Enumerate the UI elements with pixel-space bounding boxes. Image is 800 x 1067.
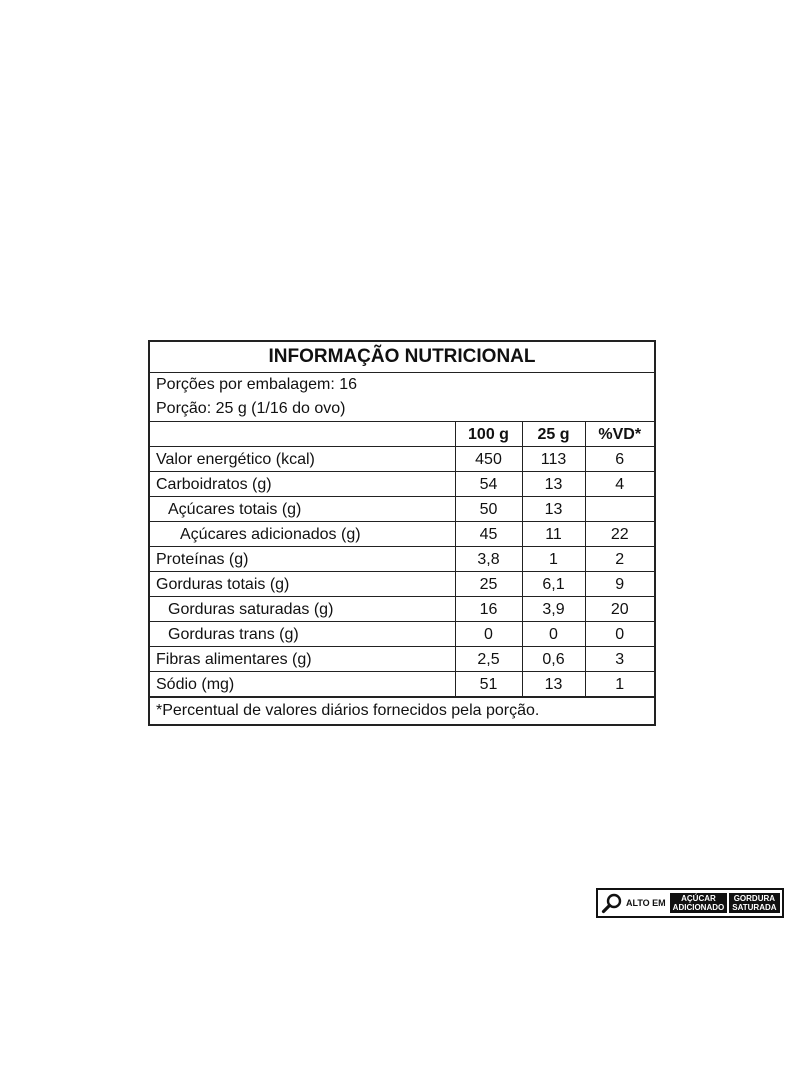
value-100g: 54 xyxy=(455,472,522,497)
table-row xyxy=(150,547,654,572)
warning-item-line2: ADICIONADO xyxy=(672,903,725,912)
value-vd: 4 xyxy=(585,472,654,497)
table-row xyxy=(150,447,654,472)
warning-item-added-sugar xyxy=(670,893,728,913)
value-serving: 0,6 xyxy=(522,647,585,672)
value-serving: 1 xyxy=(522,547,585,572)
magnifier-icon xyxy=(600,891,624,915)
footnote: *Percentual de valores diários fornecidos pela porção. xyxy=(150,697,654,724)
serving-size: Porção: 25 g (1/16 do ovo) xyxy=(156,400,346,417)
value-100g: 3,8 xyxy=(455,547,522,572)
table-row xyxy=(150,572,654,597)
warning-item-saturated-fat xyxy=(729,893,779,913)
nutrient-name: Valor energético (kcal) xyxy=(150,447,455,472)
value-100g: 0 xyxy=(455,622,522,647)
value-vd: 0 xyxy=(585,622,654,647)
value-100g: 2,5 xyxy=(455,647,522,672)
value-vd: 9 xyxy=(585,572,654,597)
table-row xyxy=(150,622,654,647)
nutrient-name: Açúcares totais (g) xyxy=(150,497,455,522)
warning-prefix: ALTO EM xyxy=(626,898,666,908)
value-100g: 50 xyxy=(455,497,522,522)
warning-item-line1: GORDURA xyxy=(733,894,776,903)
value-serving: 13 xyxy=(522,497,585,522)
table-row xyxy=(150,472,654,497)
value-serving: 13 xyxy=(522,672,585,697)
value-100g: 450 xyxy=(455,447,522,472)
value-vd: 6 xyxy=(585,447,654,472)
value-100g: 25 xyxy=(455,572,522,597)
value-100g: 45 xyxy=(455,522,522,547)
value-serving: 3,9 xyxy=(522,597,585,622)
nutrient-name: Gorduras totais (g) xyxy=(150,572,455,597)
nutrient-name: Fibras alimentares (g) xyxy=(150,647,455,672)
column-header-name xyxy=(150,422,455,447)
table-row xyxy=(150,647,654,672)
table-row xyxy=(150,497,654,522)
value-serving: 11 xyxy=(522,522,585,547)
nutrient-name: Gorduras trans (g) xyxy=(150,622,455,647)
value-serving: 0 xyxy=(522,622,585,647)
column-header-serving: 25 g xyxy=(522,422,585,447)
warning-item-line2: SATURADA xyxy=(732,903,777,912)
nutrient-name: Carboidratos (g) xyxy=(150,472,455,497)
nutrient-name: Gorduras saturadas (g) xyxy=(150,597,455,622)
table-row xyxy=(150,597,654,622)
servings-per-package: Porções por embalagem: 16 xyxy=(156,376,357,393)
value-vd: 3 xyxy=(585,647,654,672)
front-warning-badge xyxy=(596,888,784,918)
nutrition-table xyxy=(150,421,654,697)
value-vd xyxy=(585,497,654,522)
value-vd: 22 xyxy=(585,522,654,547)
table-row xyxy=(150,522,654,547)
warning-item-line1: AÇÚCAR xyxy=(681,894,716,903)
value-serving: 13 xyxy=(522,472,585,497)
value-vd: 20 xyxy=(585,597,654,622)
column-header-vd: %VD* xyxy=(585,422,654,447)
value-100g: 16 xyxy=(455,597,522,622)
value-serving: 6,1 xyxy=(522,572,585,597)
column-header-100g: 100 g xyxy=(455,422,522,447)
value-vd: 1 xyxy=(585,672,654,697)
nutrient-name: Açúcares adicionados (g) xyxy=(150,522,455,547)
table-row xyxy=(150,672,654,697)
label-title: INFORMAÇÃO NUTRICIONAL xyxy=(150,342,654,373)
nutrition-facts-label xyxy=(148,340,656,726)
table-header-row xyxy=(150,422,654,447)
nutrient-name: Sódio (mg) xyxy=(150,672,455,697)
value-100g: 51 xyxy=(455,672,522,697)
nutrient-name: Proteínas (g) xyxy=(150,547,455,572)
value-serving: 113 xyxy=(522,447,585,472)
value-vd: 2 xyxy=(585,547,654,572)
